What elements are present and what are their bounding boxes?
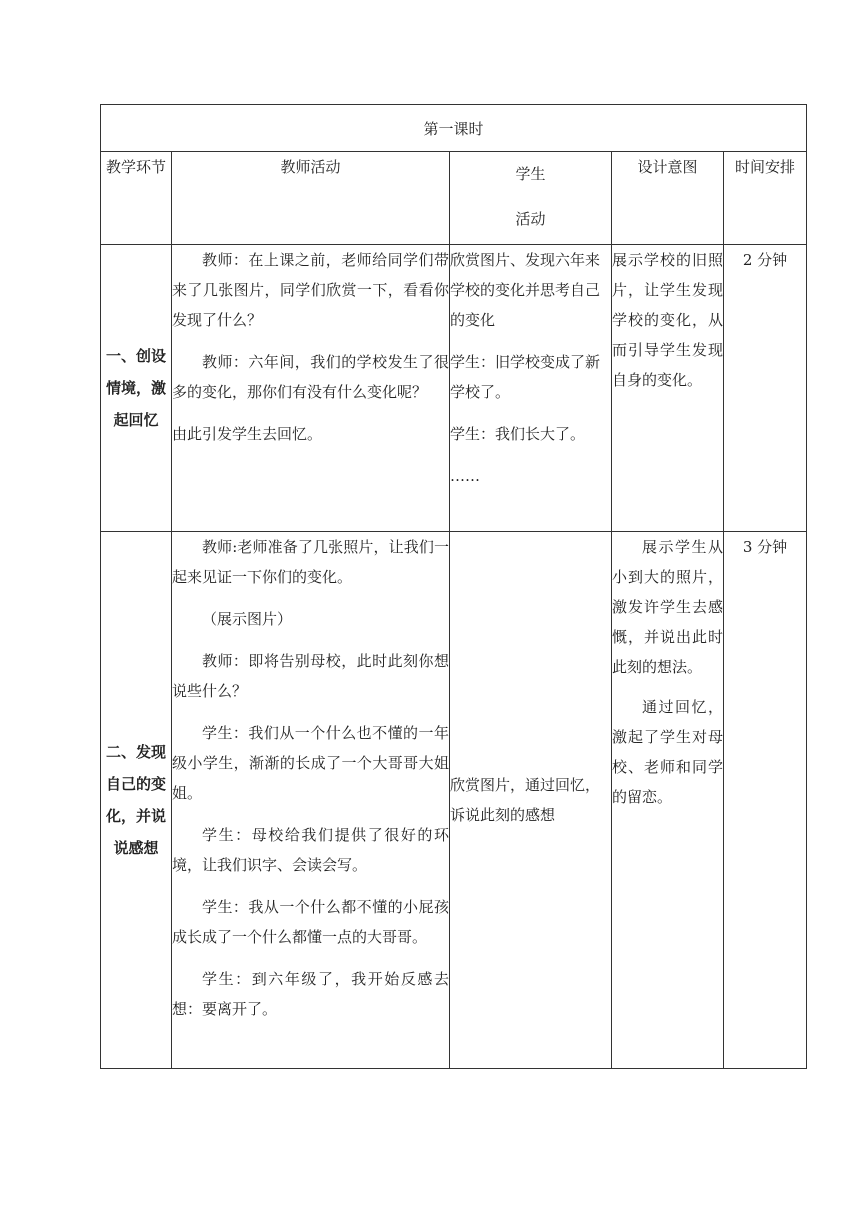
stage-cell: 一、创设 情境，激起回忆 bbox=[101, 245, 172, 532]
table-title: 第一课时 bbox=[101, 105, 807, 152]
student-paragraph: …… bbox=[450, 467, 480, 485]
teacher-paragraph: 教师：即将告别母校，此时此刻你想说些什么？ bbox=[172, 652, 449, 700]
student-paragraph: 学生：我们长大了。 bbox=[450, 425, 586, 443]
header-student bbox=[450, 152, 612, 245]
design-intent-cell bbox=[612, 532, 724, 1069]
header-stage: 教学环节 bbox=[101, 152, 172, 245]
lesson-plan-table bbox=[100, 104, 807, 1069]
header-row bbox=[101, 152, 807, 245]
table-title-row bbox=[101, 105, 807, 152]
teacher-activity-cell bbox=[172, 532, 450, 1069]
teacher-paragraph: 学生：母校给我们提供了很好的环境，让我们识字、会读会写。 bbox=[172, 826, 449, 874]
student-paragraph: 欣赏图片、发现六年来学校的变化并思考自己的变化 bbox=[450, 251, 601, 329]
header-time: 时间安排 bbox=[724, 152, 807, 245]
teacher-activity-cell bbox=[172, 245, 450, 532]
design-paragraph: 展示学校的旧照片，让学生发现学校的变化，从而引导学生发现自身的变化。 bbox=[612, 251, 723, 389]
teacher-paragraph: （展示图片） bbox=[202, 610, 293, 628]
teacher-paragraph: 教师:老师准备了几张照片，让我们一起来见证一下你们的变化。 bbox=[172, 538, 449, 586]
student-paragraph: 学生：旧学校变成了新学校了。 bbox=[450, 353, 601, 401]
student-activity-cell: 欣赏图片，通过回忆，诉说此刻的感想 bbox=[450, 532, 612, 1069]
time-cell: 3 分钟 bbox=[724, 532, 807, 1069]
header-student-line1: 学生 bbox=[515, 165, 546, 183]
design-intent-cell bbox=[612, 245, 724, 532]
header-teacher: 教师活动 bbox=[172, 152, 450, 245]
design-paragraph: 通过回忆，激起了学生对母校、老师和同学的留恋。 bbox=[612, 698, 723, 806]
table-row bbox=[101, 245, 807, 532]
stage-cell: 二、发现自己的变化，并说说感想 bbox=[101, 532, 172, 1069]
teacher-paragraph: 学生：我们从一个什么也不懂的一年级小学生，渐渐的长成了一个大哥哥大姐姐。 bbox=[172, 724, 449, 802]
design-paragraph: 展示学生从小到大的照片，激发许学生去感慨，并说出此时此刻的想法。 bbox=[612, 538, 723, 676]
student-activity-cell bbox=[450, 245, 612, 532]
table-row bbox=[101, 532, 807, 1069]
teacher-paragraph: 学生：到六年级了，我开始反感去想：要离开了。 bbox=[172, 970, 449, 1018]
teacher-paragraph: 由此引发学生去回忆。 bbox=[172, 425, 323, 443]
teacher-paragraph: 教师：在上课之前，老师给同学们带来了几张图片，同学们欣赏一下，看看你发现了什么？ bbox=[172, 251, 449, 329]
teacher-paragraph: 教师：六年间，我们的学校发生了很多的变化，那你们有没有什么变化呢？ bbox=[172, 353, 449, 401]
header-design: 设计意图 bbox=[612, 152, 724, 245]
time-cell: 2 分钟 bbox=[724, 245, 807, 532]
teacher-paragraph: 学生：我从一个什么都不懂的小屁孩成长成了一个什么都懂一点的大哥哥。 bbox=[172, 898, 449, 946]
header-student-line2: 活动 bbox=[515, 210, 546, 228]
